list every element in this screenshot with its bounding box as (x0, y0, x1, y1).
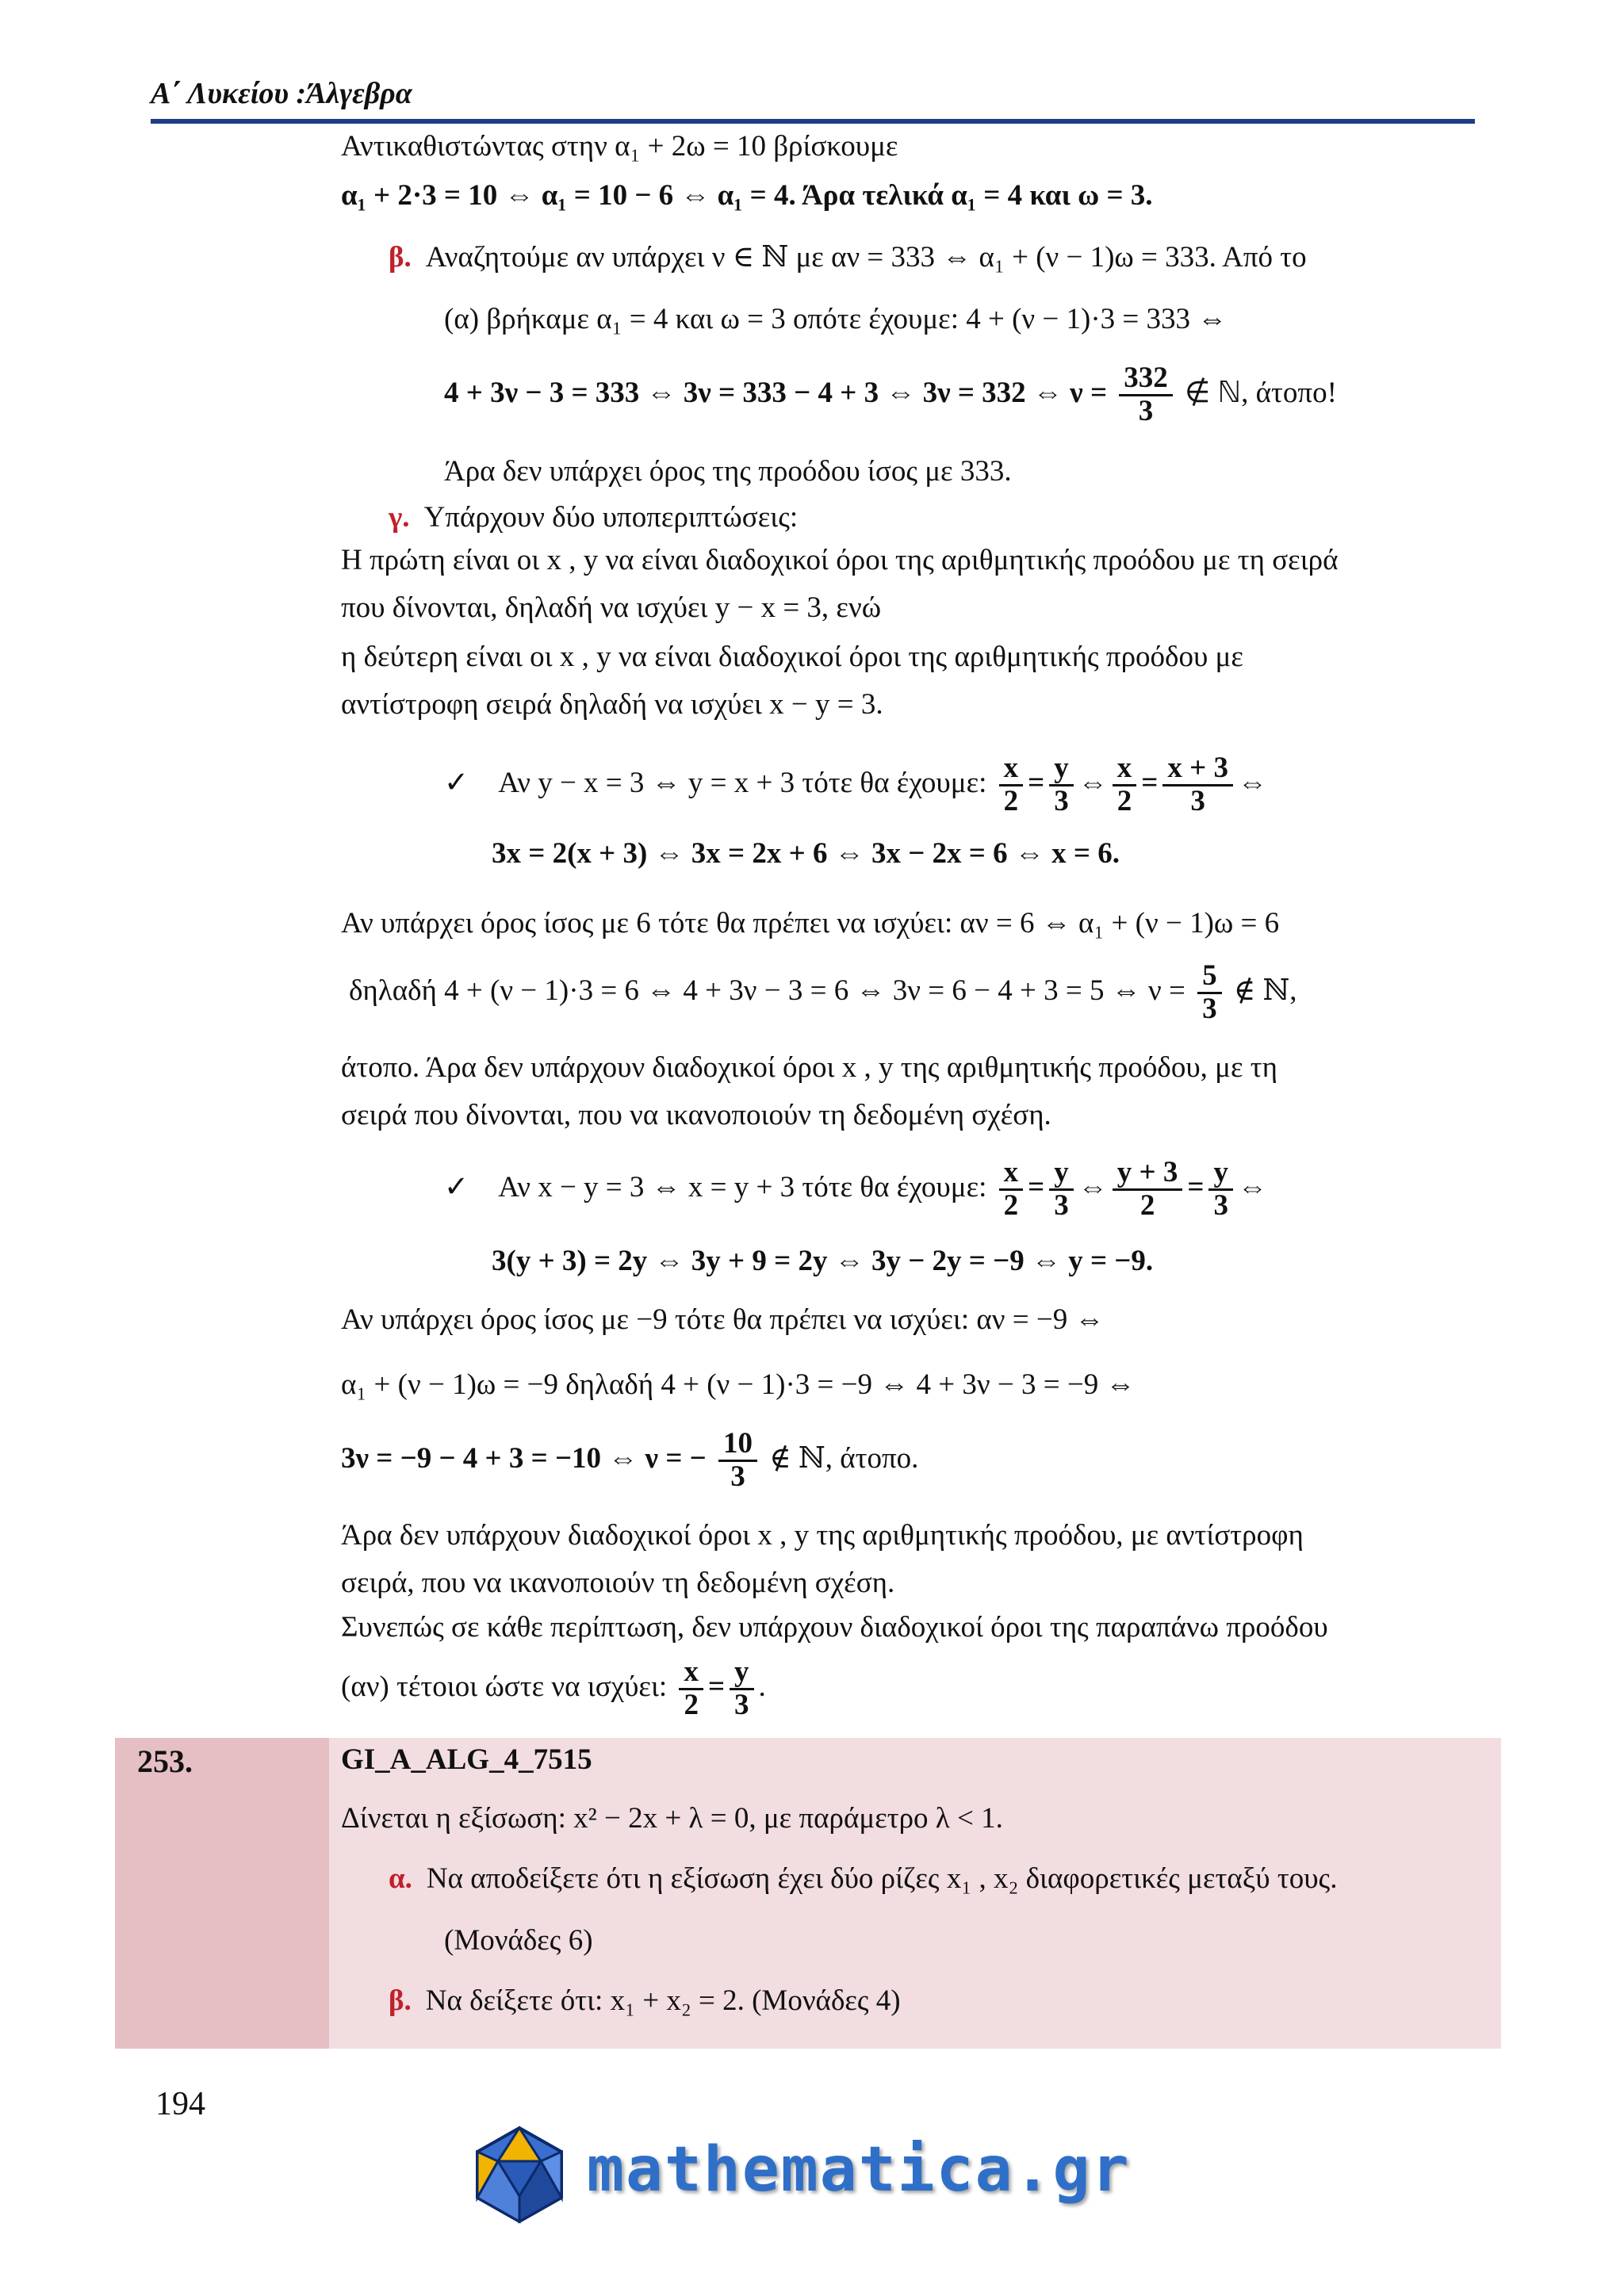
conclusion-line (341, 1657, 766, 1721)
numerator: x (1113, 753, 1137, 786)
fraction (1208, 1158, 1233, 1222)
text: (αν) τέτοιοι ώστε να ισχύει: (341, 1670, 668, 1703)
text-line: άτοπο. Άρα δεν υπάρχουν διαδοχικοί όροι x , y της αριθμητικής προόδου, με τη (341, 1051, 1278, 1084)
part-b-line-2: (α) βρήκαμε α₁ = 4 και ω = 3 οπότε έχουμε: 4 + (ν − 1)·3 = 333 ⇔ (444, 303, 1228, 335)
numerator: y (1049, 753, 1074, 786)
denominator: 3 (1054, 784, 1069, 817)
equals-sign: = (1028, 1170, 1045, 1203)
exercise-code: GI_A_ALG_4_7515 (341, 1743, 592, 1776)
exercise-number-cell (115, 1738, 329, 2049)
denominator: 3 (1202, 992, 1217, 1025)
numerator: x (999, 1158, 1024, 1191)
equation-line: α₁ + (ν − 1)ω = −9 δηλαδή 4 + (ν − 1)·3 = −9 ⇔ 4 + 3ν − 3 = −9 ⇔ (341, 1368, 1136, 1401)
fraction (1162, 753, 1233, 817)
iff-sign: ⇔ (1237, 1170, 1267, 1203)
text: Να δείξετε ότι: x₁ + x₂ = 2. (Μονάδες 4) (425, 1984, 901, 2017)
denominator: 3 (1190, 784, 1205, 817)
fraction (679, 1657, 703, 1721)
exercise-number: 253. (137, 1743, 193, 1779)
fraction (1197, 961, 1222, 1025)
denominator: 3 (734, 1688, 749, 1721)
equation-line: α₁ + 2·3 = 10 ⇔ α₁ = 10 − 6 ⇔ α₁ = 4. Άρα τελικά α₁ = 4 και ω = 3. (341, 179, 1153, 212)
denominator: 3 (1054, 1188, 1069, 1222)
text-line: η δεύτερη είναι οι x , y να είναι διαδοχικοί όροι της αριθμητικής προόδου με (341, 641, 1243, 673)
part-b-line-4: Άρα δεν υπάρχει όρος της προόδου ίσος με 333. (444, 455, 1012, 488)
numerator: x + 3 (1162, 753, 1233, 786)
exercise-box (115, 1738, 1501, 2049)
denominator: 2 (1139, 1188, 1155, 1222)
text-line: αντίστροφη σειρά δηλαδή να ισχύει x − y = 3. (341, 688, 883, 721)
text-line: σειρά που δίνονται, που να ικανοποιούν τη δεδομένη σχέση. (341, 1099, 1051, 1131)
text-line: Αν υπάρχει όρος ίσος με −9 τότε θα πρέπει να ισχύει: αν = −9 ⇔ (341, 1303, 1105, 1336)
numerator: y (1049, 1158, 1074, 1191)
equation: δηλαδή 4 + (ν − 1)·3 = 6 ⇔ 4 + 3ν − 3 = 6 ⇔ 3ν = 6 − 4 + 3 = 5 ⇔ ν = (349, 974, 1185, 1007)
header-rule (151, 119, 1475, 124)
case-2-line-2: 3(y + 3) = 2y ⇔ 3y + 9 = 2y ⇔ 3y − 2y = −9 ⇔ y = −9. (492, 1245, 1154, 1277)
part-label: γ. (389, 501, 410, 534)
text-line: Αντικαθιστώντας στην α₁ + 2ω = 10 βρίσκουμε (341, 130, 898, 163)
fraction (1113, 753, 1137, 817)
numerator: x (679, 1657, 703, 1690)
case-1-line-1 (444, 753, 1267, 817)
fraction (1049, 1158, 1074, 1222)
iff-sign: ⇔ (1237, 766, 1267, 799)
numerator: y (730, 1657, 754, 1690)
iff-sign: ⇔ (1078, 766, 1108, 799)
numerator: 332 (1119, 363, 1173, 396)
text-line: Άρα δεν υπάρχουν διαδοχικοί όροι x , y της αριθμητικής προόδου, με αντίστροφη (341, 1519, 1304, 1552)
denominator: 2 (1003, 1188, 1019, 1222)
fraction (1113, 1158, 1183, 1222)
part-b-line-1 (389, 238, 1307, 277)
text: Υπάρχουν δύο υποπεριπτώσεις: (423, 501, 799, 534)
exercise-statement: Δίνεται η εξίσωση: x² − 2x + λ = 0, με παράμετρο λ < 1. (341, 1802, 1003, 1835)
numerator: 5 (1197, 961, 1222, 994)
denominator: 2 (684, 1688, 699, 1721)
fraction (718, 1429, 757, 1493)
equals-sign: = (1187, 1170, 1205, 1203)
text: Να αποδείξετε ότι η εξίσωση έχει δύο ρίζες x₁ , x₂ διαφορετικές μεταξύ τους. (426, 1862, 1338, 1895)
denominator: 3 (1213, 1188, 1228, 1222)
text-line: σειρά, που να ικανοποιούν τη δεδομένη σχέση. (341, 1567, 895, 1599)
case-1-line-4 (349, 961, 1297, 1025)
part-b-line-3 (444, 363, 1337, 427)
page-header-title: Α΄ Λυκείου :Άλγεβρα (151, 77, 412, 110)
numerator: x (999, 753, 1024, 786)
iff-sign: ⇔ (1078, 1170, 1108, 1203)
numerator: y (1208, 1158, 1233, 1191)
equals-sign: = (707, 1670, 726, 1703)
site-logo[interactable] (468, 2123, 1150, 2226)
text-line: που δίνονται, δηλαδή να ισχύει y − x = 3, ενώ (341, 591, 882, 624)
denominator: 2 (1116, 784, 1132, 817)
denominator: 3 (1138, 394, 1154, 427)
text: . (758, 1670, 766, 1703)
text: ∉ ℕ, άτοπο. (769, 1441, 919, 1475)
text: Αν y − x = 3 ⇔ y = x + 3 τότε θα έχουμε: (498, 766, 987, 799)
page-number: 194 (155, 2086, 205, 2122)
fraction (1119, 363, 1173, 427)
exercise-part-b (389, 1984, 901, 2018)
fraction (1049, 753, 1074, 817)
text: Αναζητούμε αν υπάρχει ν ∈ ℕ με αν = 333 ⇔ α₁ + (ν − 1)ω = 333. Από το (425, 241, 1307, 274)
fraction (730, 1657, 754, 1721)
part-label: β. (389, 1984, 412, 2017)
equals-sign: = (1141, 766, 1159, 799)
fraction (999, 753, 1024, 817)
exercise-part-a (389, 1862, 1337, 1896)
part-c-line-1 (389, 498, 798, 538)
exercise-part-a-points: (Μονάδες 6) (444, 1924, 593, 1957)
text: ∉ ℕ, άτοπο! (1185, 376, 1337, 409)
part-label: α. (389, 1862, 412, 1895)
text-line: Συνεπώς σε κάθε περίπτωση, δεν υπάρχουν διαδοχικοί όροι της παραπάνω προόδου (341, 1611, 1328, 1644)
denominator: 3 (730, 1460, 745, 1493)
fraction (999, 1158, 1024, 1222)
polyhedron-icon (468, 2123, 571, 2226)
case-1-line-2: 3x = 2(x + 3) ⇔ 3x = 2x + 6 ⇔ 3x − 2x = 6 ⇔ x = 6. (492, 837, 1120, 870)
checkmark-icon: ✓ (444, 766, 469, 799)
numerator: 10 (718, 1429, 757, 1462)
equation: 3ν = −9 − 4 + 3 = −10 ⇔ ν = − (341, 1441, 707, 1475)
text: Αν x − y = 3 ⇔ x = y + 3 τότε θα έχουμε: (498, 1170, 987, 1203)
text: ∉ ℕ, (1233, 974, 1297, 1007)
text-line: Αν υπάρχει όρος ίσος με 6 τότε θα πρέπει να ισχύει: αν = 6 ⇔ α₁ + (ν − 1)ω = 6 (341, 907, 1280, 939)
case-2-line-5 (341, 1429, 918, 1493)
numerator: y + 3 (1113, 1158, 1183, 1191)
checkmark-icon: ✓ (444, 1170, 469, 1203)
equals-sign: = (1028, 766, 1045, 799)
equation: 4 + 3ν − 3 = 333 ⇔ 3ν = 333 − 4 + 3 ⇔ 3ν = 332 ⇔ ν = (444, 376, 1108, 409)
part-label: β. (389, 241, 412, 274)
text-line: Η πρώτη είναι οι x , y να είναι διαδοχικοί όροι της αριθμητικής προόδου με τη σειρά (341, 544, 1339, 576)
logo-text: mathematica.gr (587, 2134, 1131, 2206)
denominator: 2 (1003, 784, 1019, 817)
case-2-line-1 (444, 1158, 1267, 1222)
